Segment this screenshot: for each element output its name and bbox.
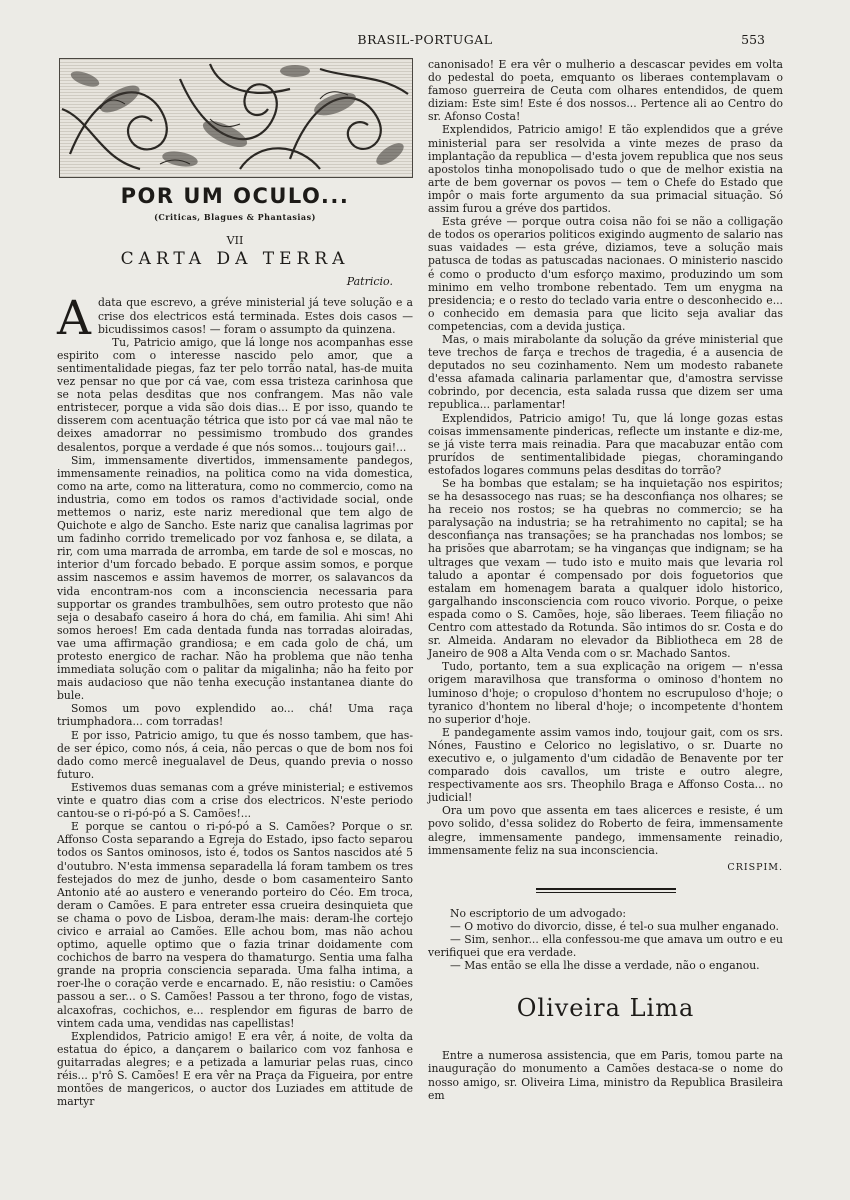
paragraph: E por isso, Patricio amigo, tu que és nosso tambem, que has-de ser épico, como nós, á ceia, não percas o que de bom nos foi dado como mercê inegualavel de Deus, quando previa o nosso futuro. bbox=[57, 728, 413, 781]
paragraph: Tudo, portanto, tem a sua explicação na origem — n'essa origem maravilhosa que transforma o ominoso d'hontem no luminoso d'hoje; o cropuloso d'hontem no escrupuloso d'hoje; o tyranico d'hontem no liberal d'hoje; o incompetente d'hontem no superior d'hoje. bbox=[428, 660, 783, 726]
paragraph: Ora um povo que assenta em taes alicerces e resiste, é um povo solido, d'essa solidez do Roberto de feira, immensamente alegre, immensamente pandego, immensamente reinadio, immensamente feliz na sua inconsciencia. bbox=[428, 804, 783, 857]
left-column bbox=[57, 58, 413, 1108]
anecdote-line: — Mas então se ella lhe disse a verdade, não o enganou. bbox=[450, 959, 760, 973]
paragraph: Entre a numerosa assistencia, que em Paris, tomou parte na inauguração do monumento a Camões destaca-se o nome do nosso amigo, sr. Oliveira Lima, ministro da Republica Brasileira em bbox=[428, 1049, 783, 1102]
divider bbox=[536, 892, 676, 893]
section-heading: CARTA DA TERRA bbox=[120, 249, 350, 270]
second-article-title: Oliveira Lima bbox=[516, 994, 695, 1023]
paragraph: Estivemos duas semanas com a gréve ministerial; e estivemos vinte e quatro dias com a crise dos electricos. N'este periodo cantou-se o ri-pó-pó a S. Camões!... bbox=[57, 780, 413, 821]
anecdote-line: — O motivo do divorcio, disse, é tel-o sua mulher enganado. bbox=[450, 919, 779, 933]
divider bbox=[536, 888, 676, 890]
paragraph: Explendidos, Patricio amigo! E era vêr, á noite, de volta da estatua do épico, a dançarem o bailarico com voz fanhosa e guitarradas alegres; e a petizada a lamuriar pelas ruas, cinco réis... p'rô S. Camões! E era vêr na Praça da Figueira, por entre montões de mangericos, o auctor dos Luziades em attitude de martyr bbox=[57, 1029, 413, 1109]
right-column bbox=[428, 58, 783, 1102]
paragraph: Tu, Patricio amigo, que lá longe nos acompanhas esse espirito com o interesse nascido pelo amor, que a sentimentalidade piegas, faz ter pelo torrão natal, has-de muita vez pensar no que por cá vae, com essa tristeza carinhosa que se nota pelas desditas que nos confrangem. Mas não vale entristecer, porque a vida são dois dias... E por isso, quando te disserem com acentuação tétrica que isto por cá vae mal não te deixes amadorrar no pessimismo trombudo dos grandes desalentos, porque a verdade é que nós somos... toujours gai!... bbox=[57, 335, 413, 454]
acanthus-scroll-ornament-icon bbox=[59, 58, 413, 178]
paragraph: canonisado! E era vêr o mulherio a descascar pevides em volta do pedestal do poeta, emquanto os liberaes contemplavam o famoso guerreira de Ceuta com olhares entendidos, de quem diziam: Este sim! Este é dos nossos... Pertence ali ao Centro do sr. Afonso Costa! bbox=[428, 58, 783, 124]
anecdote-line: — Sim, senhor... ella confessou-me que amava um outro e eu verifiquei que era verdade. bbox=[428, 933, 783, 960]
paragraph: E porque se cantou o ri-pó-pó a S. Camões? Porque o sr. Affonso Costa separando a Egreja do Estado, ipso facto separou todos os Santos ominosos, isto é, todos os Santos nascidos até 5 d'outubro. N'esta immensa separadella lá foram tambem os tres festejados do mez de junho, desde o bom casamenteiro Santo Antonio até ao austero e venerando porteiro do Céo. Em troca, deram o Camões. E para entreter essa crueira desinquieta que se chama o povo de Lisboa, deram-lhe mais: deram-lhe cortejo civico e arraial ao Camões. Elle achou bom, mas não achou optimo, aquelle optimo que o fazia trinar doidamente com cochichos de barro na vespera do thamaturgo. Sentia uma falha grande na propria consciencia separada. Uma falha intima, a roer-lhe o coração verde e encarnado. E, não resistiu: o Camões passou a ser... o S. Camões! Passou a ter throno, fogo de vistas, alcaxofras, cochichos, e... resplendor em figuras de barro de vintem cada uma, vendidas nas capellistas! bbox=[57, 820, 413, 1030]
page-number: 553 bbox=[741, 32, 765, 47]
chapter-numeral: VII bbox=[226, 234, 244, 248]
paragraph: Sim, immensamente divertidos, immensamente pandegos, immensamente reinadios, na politica como na vida domestica, como na arte, como na litteratura, como no commercio, como na industria, como em todos os ramos d'actividade social, onde mettemos o nariz, este nariz meredional que tem algo de Quichote e algo de Sancho. Este nariz que canalisa lagrimas por um fadinho corrido tremelicado por voz fanhosa e, se dilata, a rir, com uma marrada de arromba, em tarde de sol e moscas, no interior d'um forcado bebado. E porque assim somos, e porque assim nascemos e assim havemos de morrer, os salavancos da vida encontram-nos com a inconsciencia necessaria para supportar os grandes trambulhões, sem outro protesto que não seja o desabafo caseiro á hora do chá, em familia. Ahi sim! Ahi somos heroes! Em cada dentada funda nas torradas aloiradas, vae uma affirmação grandiosa; e em cada golo de chá, um protesto energico de rachar. Não ha problema que não tenha immediata solução com o palitar da migalinha; não ha feito por mais audacioso que não tenha execução instantanea diante do bule. bbox=[57, 453, 413, 703]
paragraph: Explendidos, Patricio amigo! E tão explendidos que a gréve ministerial para ser resolvida a vinte mezes de praso da implantação da republica — d'esta jovem republica que nos seus apostolos tinha monopolisado tudo o que de melhor existia na arte de bem governar os povos — tem o Chefe do Estado que impôr o mais forte argumento da sua primacial situação. Só assim furou a gréve dos partidos. bbox=[428, 123, 783, 216]
byline: Patricio. bbox=[346, 275, 393, 289]
anecdote-line: No escriptorio de um advogado: bbox=[450, 906, 626, 920]
paragraph: Se ha bombas que estalam; se ha inquietação nos espiritos; se ha desassocego nas ruas; se ha desconfiança nos olhares; se ha receio nos rostos; se ha quebras no commercio; se ha paralysação na industria; se ha retrahimento no capital; se ha desconfiança nas transações; se ha pranchadas nos lombos; se ha prisões que abarrotam; se ha vinganças que indignam; se ha ultrages que vexam — tudo isto e muito mais que levaria rol taludo a apontar é compensado por dois foguetorios que estalam em homenagem barata a qualquer idolo historico, gargalhando insconsciencia com rouco vivorio. Porque, o peixe espada como o S. Camões, hoje, são liberaes. Teem filiação no Centro com attestado da Rotunda. São intimos do sr. Costa e do sr. Almeida. Andaram no elevador da Bibliotheca em 28 de Janeiro de 908 a Alta Venda com o sr. Machado Santos. bbox=[428, 477, 783, 661]
paragraph: Mas, o mais mirabolante da solução da gréve ministerial que teve trechos de farça e trechos de tragedia, é a ausencia de deputados no seu cozinhamento. Nem um modesto rabanete d'essa afamada calinaria parlamentar que, d'amostra servisse cobrindo, por decencia, esta salada russa que dizem ser uma republica... parlamentar! bbox=[428, 332, 783, 412]
paragraph: Adata que escrevo, a gréve ministerial já teve solução e a crise dos electricos está terminada. Estes dois casos — bicudissimos casos! — foram o assumpto da quinzena. bbox=[57, 291, 413, 347]
paragraph: Explendidos, Patricio amigo! Tu, que lá longe gozas estas coisas immensamente pindericas, reflecte um instante e diz-me, se já viste terra mais reinadia. Para que macabuzar então com prurídos de sentimentalibidade piegas, choramingando estofados logares communs pelas desditas do torrão? bbox=[428, 411, 783, 477]
paragraph: Esta gréve — porque outra coisa não foi se não a colligação de todos os operarios politicos exigindo augmento de salario nas suas vaidades — esta gréve, diziamos, teve a solução mais patusca de todas as patuscadas nacionaes. O ministerio nascido é como o producto d'um esforço maximo, produzindo um som minimo em velho trombone rebentado. Tem um enygma na presidencia; e o resto do teclado varia entre o desconhecido e... o conhecido em demasia para que licito seja avaliar das competencias, com a devida justiça. bbox=[428, 215, 783, 333]
journal-title: BRASIL-PORTUGAL bbox=[357, 32, 493, 47]
paragraph: Somos um povo explendido ao... chá! Uma raça triumphadora... com torradas! bbox=[57, 702, 413, 729]
article-subtitle: (Criticas, Blagues & Phantasias) bbox=[154, 212, 316, 223]
anecdote bbox=[428, 907, 783, 972]
running-head bbox=[0, 32, 850, 50]
article-title: POR UM OCULO... bbox=[120, 184, 350, 208]
paragraph: E pandegamente assim vamos indo, toujour gait, com os srs. Nónes, Faustino e Celorico no legislativo, o sr. Duarte no executivo e, o julgamento d'um cidadão de Benavente por ter comparado dois cavallos, um triste e outro alegre, respectivamente aos srs. Theophilo Braga e Affonso Costa... no judicial! bbox=[428, 725, 783, 805]
drop-cap: A bbox=[57, 291, 91, 347]
signature: CRISPIM. bbox=[727, 861, 783, 873]
